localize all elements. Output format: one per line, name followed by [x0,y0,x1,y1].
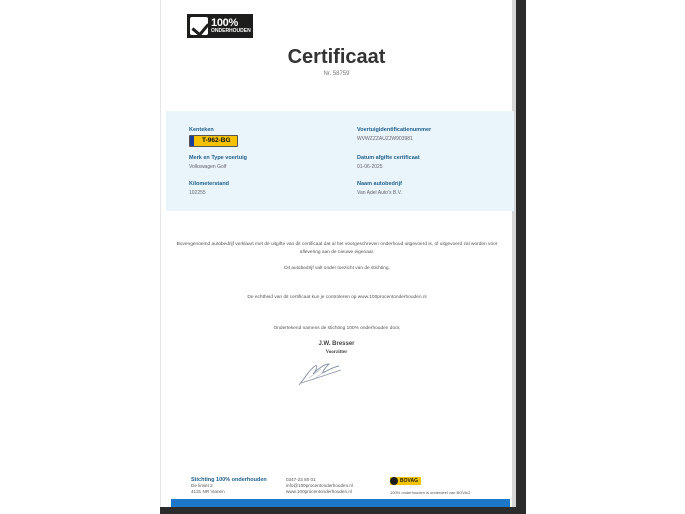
vin-field [357,127,431,142]
date-field [357,155,420,170]
type-field [189,155,247,170]
certificate-page [161,0,512,507]
license-plate-text: T-962-BG [202,137,231,144]
verify-text: De echtheid van dit certificaat kun je controleren op www.100procentonderhouden.nl [247,295,427,300]
date-label: Datum afgifte certificaat [357,155,420,161]
viewer-bottom-border [160,507,526,514]
footer-address-line2: 4131 NR Vianen [191,489,225,494]
bovag-note: 100% onderhouden is onderdeel van BOVAG [390,490,471,495]
footer-organisation [191,477,267,495]
footer-stripe [171,499,510,507]
km-field [189,181,229,196]
license-plate [189,135,238,147]
page-title: Certificaat [287,46,386,68]
supervision-text: Dit autobedrijf valt onder toezicht van de stichting. [284,266,390,271]
logo-text-big: 100% [211,17,238,29]
type-label: Merk en Type voertuig [189,155,247,161]
vin-value: WVWZZZAUZJW903981 [357,136,413,142]
footer-website[interactable]: www.100procentonderhouden.nl [286,489,352,494]
bovag-logo-text: BOVAG [400,478,418,484]
kenteken-label: Kenteken [189,127,214,133]
certificate-number: Nr. 58759 [323,71,350,77]
bovag-logo [390,477,421,485]
signatory-role: Voorzitter [325,350,348,355]
km-label: Kilometerstand [189,181,230,187]
handwritten-signature [295,358,345,388]
statement-text: Bovengenoemd autobedrijf verklaart met de uitgifte van dit certificaat dat al het voorgeschreven onderhoud uitgevoerd is, of uitgevoerd zal worden voor aflevering aan de nieuwe eigenaar. [176,242,498,255]
vin-label: Voertuigidentificatienummer [357,127,432,133]
footer-contact [286,477,353,495]
company-value: Van Adel Auto's B.V. [357,190,402,196]
footer-email[interactable]: info@100procentonderhouden.nl [286,483,353,488]
type-value: Volkswagen Golf [189,164,227,170]
footer-phone: 0347-23 80 01 [286,477,316,482]
company-field [357,181,402,196]
signatory-name: J.W. Bresser [318,341,355,347]
viewer-right-border [516,0,526,514]
brand-logo [187,14,253,38]
vehicle-info-box [166,111,514,211]
km-value: 102255 [189,190,206,196]
logo-text-small: ONDERHOUDEN [211,28,251,34]
signed-by-text: Ondertekend namens de stichting 100% onderhouden door, [273,326,401,331]
bovag-icon [390,477,398,485]
footer-bovag [390,477,470,496]
date-value: 01-06-2025 [357,164,383,170]
footer-address-line1: De limiet 2 [191,483,213,488]
footer-org-name: Stichting 100% onderhouden [191,477,267,483]
kenteken-field [189,127,238,151]
company-label: Naam autobedrijf [357,181,402,187]
wrench-check-icon [190,17,208,35]
